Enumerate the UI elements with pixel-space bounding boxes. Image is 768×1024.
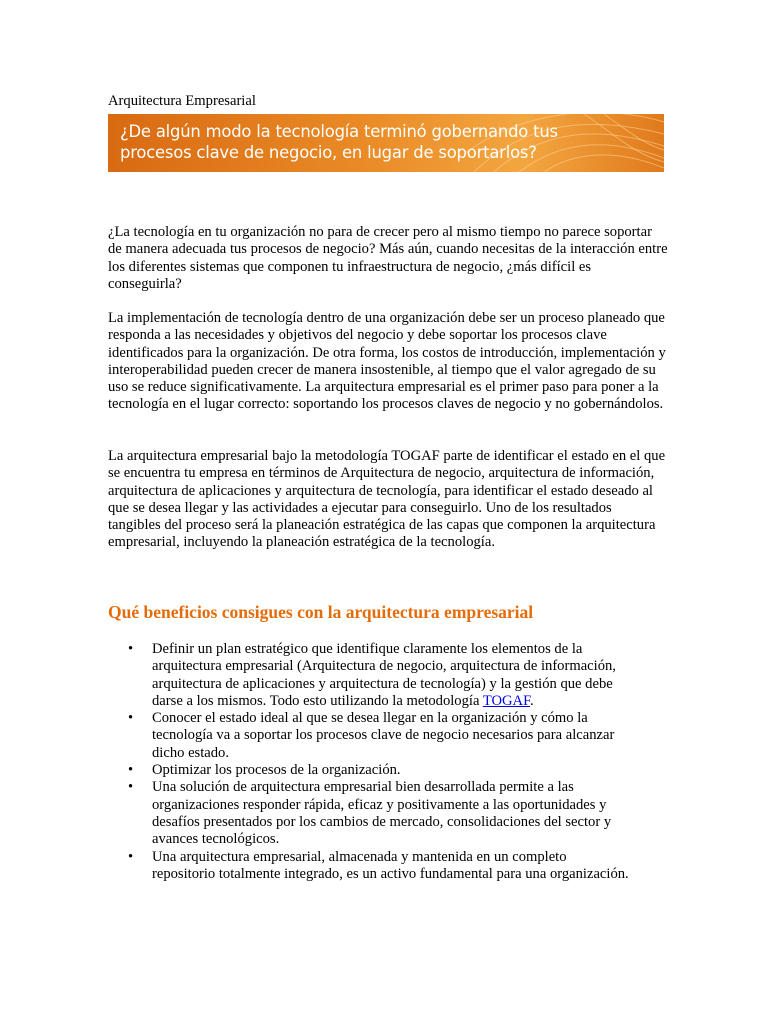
benefits-heading: Qué beneficios consigues con la arquitectura empresarial bbox=[108, 602, 534, 622]
list-item-text: Una solución de arquitectura empresarial bien desarrollada permite a las organizaciones responder rápida, eficaz y positivamente a las oportunidades y desafíos presentados por los cambios de mercado, consolidaciones del sector y avances tecnológicos. bbox=[152, 779, 612, 848]
bullet-icon: • bbox=[128, 641, 134, 657]
list-item-text: Una arquitectura empresarial, almacenada y mantenida en un completo repositorio totalmente integrado, es un activo fundamental para una organización. bbox=[152, 848, 629, 882]
implementation-paragraph: La implementación de tecnología dentro de una organización debe ser un proceso planeado que responda a las necesidades y objetivos del negocio y debe soportar los procesos clave identificados para la organización. De otra forma, los costos de introducción, implementación y interoperabilidad pueden crecer de manera insostenible, al tiempo que el valor agregado de su uso se reduce significativamente. La arquitectura empresarial es el primer paso para poner a la tecnología en el lugar correcto: soportando los procesos claves de negocio y no gobernándolos. bbox=[108, 310, 666, 413]
banner-line-2: procesos clave de negocio, en lugar de soportarlos? bbox=[120, 142, 537, 162]
list-item bbox=[0, 779, 632, 848]
document-title: Arquitectura Empresarial bbox=[108, 93, 256, 109]
header-banner bbox=[108, 114, 664, 172]
bullet-icon: • bbox=[128, 848, 134, 865]
list-item bbox=[0, 849, 632, 884]
bullet-icon: • bbox=[128, 779, 134, 796]
list-item bbox=[0, 762, 632, 779]
banner-question bbox=[120, 122, 558, 163]
togaf-paragraph: La arquitectura empresarial bajo la metodología TOGAF parte de identificar el estado en el que se encuentra tu empresa en términos de Arquitectura de negocio, arquitectura de información, arquitectura de aplicaciones y arquitectura de tecnología, para identificar el estado deseado al que se desea llegar y las actividades a ejecutar para conseguirlo. Uno de los resultados tangibles del proceso será la planeación estratégica de las capas que componen la arquitectura empresarial, incluyendo la planeación estratégica de la tecnología. bbox=[108, 448, 666, 551]
bullet-icon: • bbox=[128, 710, 134, 727]
intro-paragraph: ¿La tecnología en tu organización no para de crecer pero al mismo tiempo no parece soportar de manera adecuada tus procesos de negocio? Más aún, cuando necesitas de la interacción entre los diferentes sistemas que componen tu infraestructura de negocio, ¿más difícil es conseguirla? bbox=[108, 224, 668, 292]
list-item-text: Optimizar los procesos de la organización. bbox=[152, 762, 401, 779]
benefits-list bbox=[0, 641, 632, 883]
list-item bbox=[0, 710, 632, 762]
list-item-text: Conocer el estado ideal al que se desea llegar en la organización y cómo la tecnología va a soportar los procesos clave de negocio necesarios para alcanzar dicho estado. bbox=[152, 710, 615, 761]
bullet-icon: • bbox=[128, 762, 134, 779]
list-item bbox=[0, 641, 632, 710]
list-item-punctuation: . bbox=[530, 692, 534, 709]
banner-line-1: ¿De algún modo la tecnología terminó gobernando tus bbox=[120, 122, 558, 141]
togaf-link[interactable]: TOGAF bbox=[482, 692, 531, 709]
list-item-text: Definir un plan estratégico que identifique claramente los elementos de la arquitectura empresarial (Arquitectura de negocio, arquitectura de información, arquitectura de aplicaciones y arquitectura de tecnología) y la gestión que debe darse a los mismos. Todo esto utilizando la metodología bbox=[152, 641, 616, 709]
